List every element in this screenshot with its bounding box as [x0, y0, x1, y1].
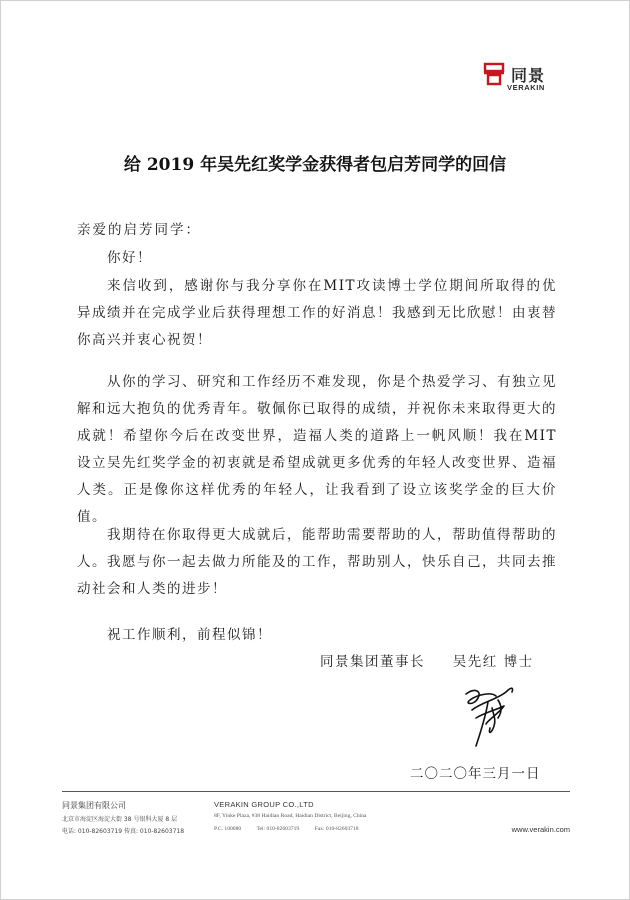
footer-company-name-en: VERAKIN GROUP CO.,LTD [214, 800, 314, 809]
paragraph-2: 从你的学习、研究和工作经历不难发现，你是个热爱学习、有独立见解和远大抱负的优秀青年。敬佩你已取得的成绩，并祝你未来取得更大的成就！希望你今后在改变世界，造福人类的道路上一帆风顺！我在MIT设立吴先红奖学金的初衷就是希望成就更多优秀的年轻人改变世界、造福人类。正是像你这样优秀的年轻人，让我看到了设立该奖学金的巨大价值。 [77, 374, 557, 525]
signer-line [320, 650, 556, 670]
verakin-logo-icon [483, 62, 505, 88]
letter-date: 二〇二〇年三月一日 [410, 766, 541, 782]
footer-contacts-en [214, 826, 373, 832]
letter-title: 给 2019 年吴先红奖学金获得者包启芳同学的回信 [123, 155, 507, 175]
company-logo [483, 62, 593, 98]
footer-company-name-cn: 同景集团有限公司 [62, 801, 126, 810]
footer-postcode: P.C. 100080 [214, 826, 242, 832]
paragraph-1: 来信收到，感谢你与我分享你在MIT攻读博士学位期间所取得的优异成绩并在完成学业后获得理想工作的好消息！我感到无比欣慰！由衷替你高兴并衷心祝贺！ [77, 278, 557, 348]
footer-phone-cn: 电话: 010-82603719 传真: 010-82603718 [62, 828, 185, 835]
logo-english-text: VERAKIN [507, 83, 545, 92]
footer-website: www.verakin.com [511, 825, 570, 834]
paragraph-3: 我期待在你取得更大成就后，能帮助需要帮助的人，帮助值得帮助的人。我愿与你一起去做力所能及的工作，帮助别人，快乐自己，共同去推动社会和人类的进步！ [77, 527, 557, 597]
salutation: 亲爱的启芳同学： [77, 222, 201, 238]
signer-name: 吴先红 博士 [452, 654, 534, 670]
logo-chinese-text: 同景 [511, 66, 546, 85]
footer-fax: Fax: 010-82603718 [314, 826, 359, 832]
greeting: 你好！ [107, 250, 152, 266]
footer-divider [62, 791, 570, 792]
footer-address-en: 8F, Yinke Plaza, #38 Haidian Road, Haidian District, Beijing, China [214, 813, 367, 819]
footer-tel: Tel: 010-82603719 [256, 826, 300, 832]
footer-address-cn: 北京市海淀区海淀大街 38 号银科大厦 8 层 [62, 816, 178, 823]
closing-line: 祝工作顺利，前程似锦！ [107, 627, 272, 643]
handwritten-signature [452, 680, 524, 752]
signer-title: 同景集团董事长 [320, 654, 425, 670]
